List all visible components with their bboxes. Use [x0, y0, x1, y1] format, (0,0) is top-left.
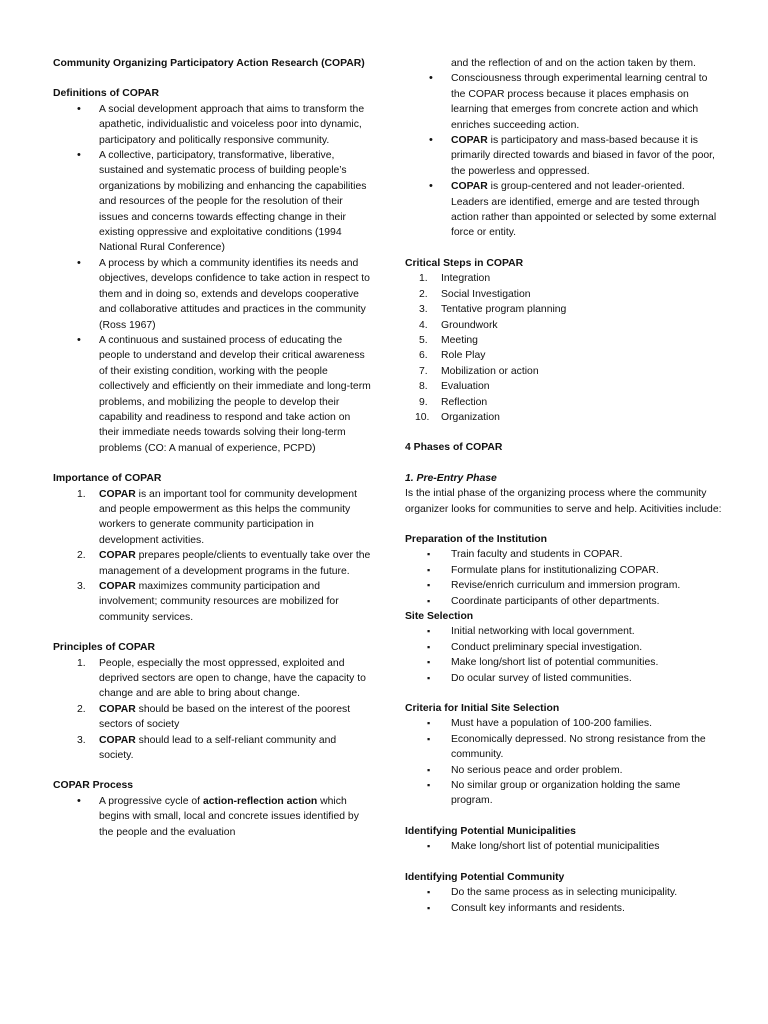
list-item: 3. COPAR should lead to a self-reliant community and society. [77, 734, 337, 762]
importance-list [53, 487, 371, 626]
definitions-list [53, 102, 371, 456]
list-item: • COPAR is group-centered and not leader-oriented. Leaders are identified, emerge and are tested through action rather than appointed or selected by some external force or entity. [405, 179, 723, 241]
list-item: 6. Role Play [419, 350, 486, 362]
municipalities-list [405, 839, 723, 854]
list-item: ▪ Make long/short list of potential municipalities [405, 839, 723, 854]
prep-heading: Preparation of the Institution [405, 533, 548, 545]
list-item: ▪ Economically depressed. No strong resistance from the community. [405, 732, 723, 763]
right-column [405, 56, 723, 916]
list-item: • A continuous and sustained process of educating the people to understand and develop their critical awareness of their existing condition, working with the people collectively and efficiently on their immediate and long-term problems, and mobilizing the people to develop their capability and readiness to respond and take action on their immediate needs towards solving their long-term problems (CO: A manual of experience, PCPD) [53, 333, 371, 456]
process-list [53, 794, 371, 840]
steps-heading: Critical Steps in COPAR [405, 257, 524, 269]
prep-list [405, 547, 723, 609]
list-item: ▪ Do the same process as in selecting municipality. [405, 885, 723, 900]
list-item: 10. Organization [415, 411, 500, 423]
document-title: Community Organizing Participatory Action Research (COPAR) [53, 58, 365, 69]
definitions-heading: Definitions of COPAR [53, 88, 160, 100]
list-item: 4. Groundwork [419, 319, 498, 331]
list-item: 3. COPAR maximizes community participation and involvement; community resources are mobilized for community services. [77, 581, 339, 623]
list-item: 2. COPAR should be based on the interest of the poorest sectors of society [77, 703, 351, 731]
list-item: ▪ Train faculty and students in COPAR. [405, 547, 723, 562]
phases-heading: 4 Phases of COPAR [405, 442, 503, 454]
list-item: ▪ Coordinate participants of other departments. [405, 594, 723, 609]
list-item: 5. Meeting [419, 334, 478, 346]
list-item: 7. Mobilization or action [419, 365, 539, 377]
list-item: ▪ Do ocular survey of listed communities. [405, 671, 723, 686]
steps-list [405, 271, 723, 425]
list-item: ▪ No serious peace and order problem. [405, 763, 723, 778]
list-item: ▪ Conduct preliminary special investigation. [405, 640, 723, 655]
list-item: ▪ Consult key informants and residents. [405, 901, 723, 916]
list-item: 8. Evaluation [419, 381, 490, 393]
site-heading: Site Selection [405, 611, 474, 622]
phase1-heading: 1. Pre-Entry Phase [405, 472, 497, 484]
community-heading: Identifying Potential Community [405, 871, 565, 883]
list-item: 2. Social Investigation [419, 288, 531, 300]
list-item: • A collective, participatory, transformative, liberative, sustained and systematic process of building people’s organizations by mobilizing and enhancing the capabilities and resources of the people for the resolution of their issues and concerns towards effecting change in their existing oppressive and exploitative conditions (1994 National Rural Conference) [53, 148, 371, 256]
process-heading: COPAR Process [53, 780, 134, 792]
list-item: ▪ Initial networking with local government. [405, 624, 723, 639]
process-list-continued [405, 56, 723, 241]
importance-heading: Importance of COPAR [53, 473, 162, 485]
list-item-continued: and the reflection of and on the action taken by them. [451, 58, 696, 69]
community-list [405, 885, 723, 916]
criteria-heading: Criteria for Initial Site Selection [405, 703, 560, 715]
list-item: 1. COPAR is an important tool for community development and people empowerment as this helps the community workers to generate community participation in development activities. [77, 488, 357, 546]
list-item: • A social development approach that aims to transform the apathetic, individualistic and voiceless poor into dynamic, participatory and politically responsive community. [53, 102, 371, 148]
list-item: ▪ Must have a population of 100-200 families. [405, 716, 723, 731]
list-item: • A progressive cycle of action-reflection action which begins with small, local and concrete issues identified by the people and the evaluation [53, 794, 371, 840]
list-item: 2. COPAR prepares people/clients to eventually take over the management of a development programs in the future. [77, 550, 371, 577]
list-item: ▪ Revise/enrich curriculum and immersion program. [405, 578, 723, 593]
site-list [405, 624, 723, 686]
list-item: 1. People, especially the most oppressed, exploited and deprived sectors are open to change, have the capacity to change and are able to bring about change. [77, 657, 366, 700]
criteria-list [405, 716, 723, 808]
municipalities-heading: Identifying Potential Municipalities [405, 825, 576, 837]
list-item: • COPAR is participatory and mass-based because it is primarily directed towards and biased in favor of the poor, the powerless and oppressed. [405, 133, 723, 179]
list-item: 1. Integration [419, 273, 491, 285]
list-item: 9. Reflection [419, 396, 488, 408]
list-item: 3. Tentative program planning [419, 304, 567, 316]
principles-list [53, 656, 371, 764]
principles-heading: Principles of COPAR [53, 642, 155, 654]
list-item: • Consciousness through experimental learning central to the COPAR process because it places emphasis on learning that emerges from concrete action and which enriches succeeding action. [405, 71, 723, 133]
list-item: • A process by which a community identifies its needs and objectives, develops confidence to take action in respect to them and in doing so, extends and develops cooperative and collaborative attitudes and practices in the community (Ross 1967) [53, 256, 371, 333]
list-item: ▪ No similar group or organization holding the same program. [405, 778, 723, 809]
left-column [53, 56, 371, 840]
list-item: ▪ Formulate plans for institutionalizing COPAR. [405, 563, 723, 578]
phase1-text: Is the intial phase of the organizing process where the community organizer looks for communities to serve and help. Acitivities include: [405, 488, 722, 515]
list-item: ▪ Make long/short list of potential communities. [405, 655, 723, 670]
